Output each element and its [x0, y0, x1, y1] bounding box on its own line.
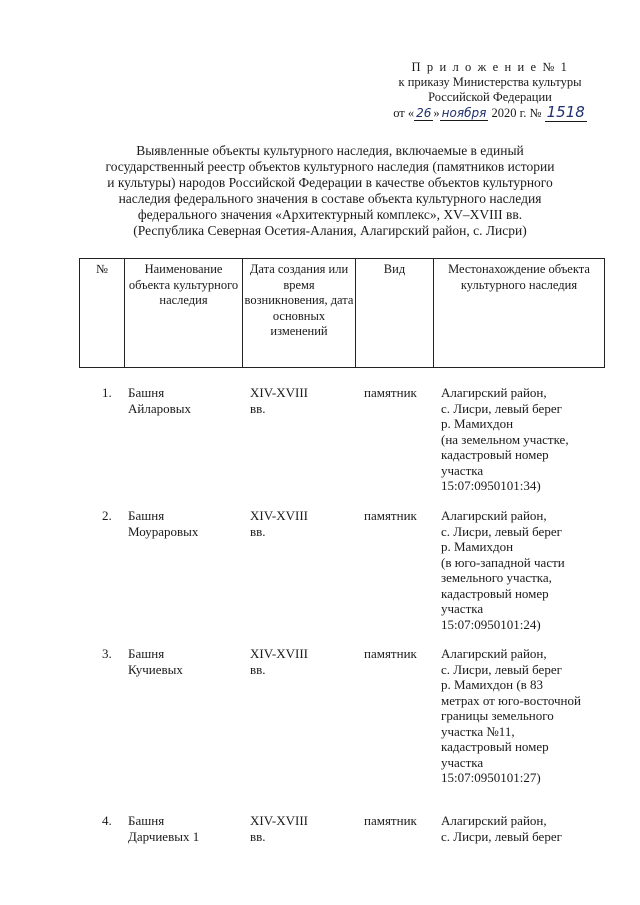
object-name: [128, 508, 198, 539]
row-number: 4.: [102, 813, 112, 828]
appendix-date-line: [380, 105, 600, 121]
title-line: федерального значения «Архитектурный комплекс», XV–XVIII вв.: [137, 207, 523, 222]
object-location-line: Алагирский район,: [441, 508, 547, 523]
object-name-line: Моураровых: [128, 523, 199, 539]
object-location-line: участка №11,: [441, 723, 515, 739]
appendix-line-1: к приказу Министерства культуры: [398, 75, 582, 89]
header-name: Наименование объекта культурного наследия: [124, 258, 243, 368]
object-date-line: XIV-XVIII: [250, 813, 309, 828]
object-location-line: участка: [441, 601, 484, 616]
object-location: [441, 385, 569, 494]
handwritten-order-number: 1518: [546, 103, 585, 121]
object-date-line: вв.: [250, 661, 266, 677]
object-location-line: Алагирский район,: [441, 646, 547, 661]
object-name-line: Дарчиевых 1: [128, 828, 200, 844]
document-title: [80, 143, 580, 239]
object-name-line: Айларовых: [128, 400, 191, 416]
object-location-line: земельного участка,: [441, 570, 552, 585]
object-kind: памятник: [364, 646, 417, 661]
object-date-line: XIV-XVIII: [250, 508, 309, 523]
object-location-line: кадастровый номер: [441, 739, 549, 754]
object-location-line: с. Лисри, левый берег: [441, 400, 562, 416]
object-location-line: 15:07:0950101:24): [441, 616, 541, 632]
header-number: №: [79, 258, 125, 368]
date-year: 2020 г. №: [491, 106, 542, 120]
row-number: 1.: [102, 385, 112, 400]
title-line: и культуры) народов Российской Федерации в качестве объектов культурного: [107, 175, 553, 190]
object-name-line: Кучиевых: [128, 661, 183, 677]
object-kind: памятник: [364, 508, 417, 523]
object-location-line: 15:07:0950101:27): [441, 770, 541, 785]
handwritten-day: 26: [416, 106, 432, 120]
object-location-line: (на земельном участке,: [441, 431, 569, 447]
object-location-line: границы земельного: [441, 708, 554, 723]
object-kind: памятник: [364, 813, 417, 828]
object-name: [128, 385, 191, 416]
row-number: 2.: [102, 508, 112, 523]
object-name-line: Башня: [128, 385, 165, 400]
object-date: [250, 813, 308, 844]
object-date: [250, 508, 308, 539]
object-date-line: XIV-XVIII: [250, 646, 309, 661]
appendix-line-2: Российской Федерации: [428, 90, 552, 104]
object-location-line: с. Лисри, левый берег: [441, 523, 562, 539]
object-date-line: вв.: [250, 828, 266, 844]
header-location: Местонахождение объекта культурного наследия: [433, 258, 605, 368]
object-name: [128, 813, 199, 844]
appendix-title: П р и л о ж е н и е № 1: [411, 60, 569, 74]
date-prefix: от «: [393, 106, 415, 120]
object-location-line: Алагирский район,: [441, 813, 547, 828]
object-name: [128, 646, 183, 677]
object-date-line: вв.: [250, 523, 266, 539]
object-date: [250, 646, 308, 677]
object-date: [250, 385, 308, 416]
object-location-line: 15:07:0950101:34): [441, 478, 541, 493]
object-location-line: (в юго-западной части: [441, 554, 565, 570]
appendix-block: [380, 60, 600, 121]
object-location-line: р. Мамихдон: [441, 416, 514, 431]
object-location: [441, 813, 562, 844]
object-name-line: Башня: [128, 813, 165, 828]
row-number: 3.: [102, 646, 112, 661]
object-location: [441, 646, 581, 786]
object-location-line: р. Мамихдон (в 83: [441, 677, 544, 692]
handwritten-month: ноября: [441, 106, 487, 120]
object-date-line: вв.: [250, 400, 266, 416]
object-kind: памятник: [364, 385, 417, 400]
object-location-line: метрах от юго-восточной: [441, 692, 581, 708]
object-location-line: с. Лисри, левый берег: [441, 661, 562, 677]
title-line: Выявленные объекты культурного наследия, включаемые в единый: [136, 143, 524, 158]
title-line: (Республика Северная Осетия-Алания, Алагирский район, с. Лисри): [133, 223, 527, 238]
header-date: Дата создания или время возникновения, дата основных изменений: [242, 258, 356, 368]
object-location-line: р. Мамихдон: [441, 539, 514, 554]
object-location-line: с. Лисри, левый берег: [441, 828, 562, 844]
object-location-line: кадастровый номер: [441, 585, 549, 601]
title-line: государственный реестр объектов культурного наследия (памятников истории: [105, 159, 555, 174]
title-line: наследия федерального значения в составе объекта культурного наследия: [118, 191, 542, 206]
object-name-line: Башня: [128, 508, 165, 523]
object-location-line: участка: [441, 462, 484, 478]
object-location-line: Алагирский район,: [441, 385, 547, 400]
object-name-line: Башня: [128, 646, 165, 661]
header-kind: Вид: [355, 258, 434, 368]
object-location: [441, 508, 565, 632]
object-location-line: кадастровый номер: [441, 447, 549, 462]
object-date-line: XIV-XVIII: [250, 385, 309, 400]
date-day-close: »: [433, 106, 440, 120]
object-location-line: участка: [441, 754, 484, 770]
